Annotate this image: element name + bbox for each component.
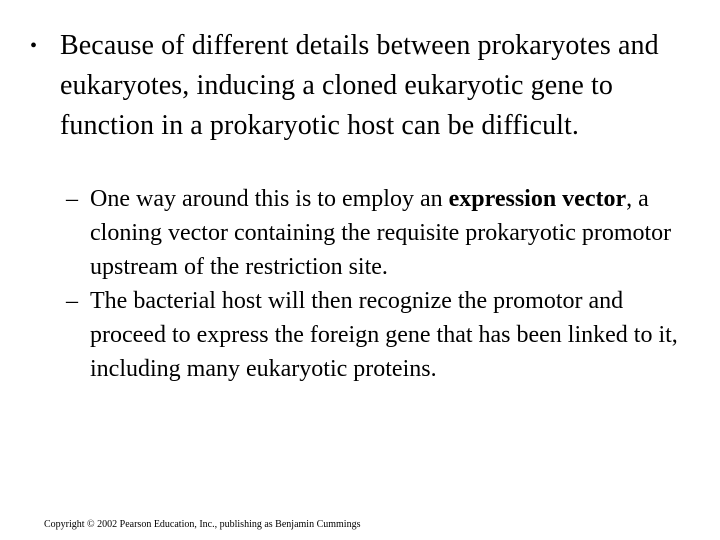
sub-bullet [66,182,696,284]
sub-bullet-text-after: , a cloning vector containing the requisite prokaryotic promotor upstream of the restriction site. [90,186,672,280]
sub-bullet [66,284,696,386]
sub-bullet-list [66,182,696,386]
main-bullet [30,26,670,146]
sub-bullet-text [90,182,696,284]
sub-bullet-text-before: One way around this is to employ an [90,186,449,212]
dash-marker: – [66,288,78,314]
dash-marker: – [66,186,78,212]
key-term: expression vector [448,186,627,212]
bullet-marker: • [30,35,38,57]
sub-bullet-text: The bacterial host will then recognize the promotor and proceed to express the foreign gene that has been linked to it, including many eukaryotic proteins. [90,288,678,382]
main-bullet-text: Because of different details between prokaryotes and eukaryotes, inducing a cloned eukaryotic gene to function in a prokaryotic host can be difficult. [60,30,659,141]
copyright-notice: Copyright © 2002 Pearson Education, Inc., publishing as Benjamin Cummings [44,519,361,530]
